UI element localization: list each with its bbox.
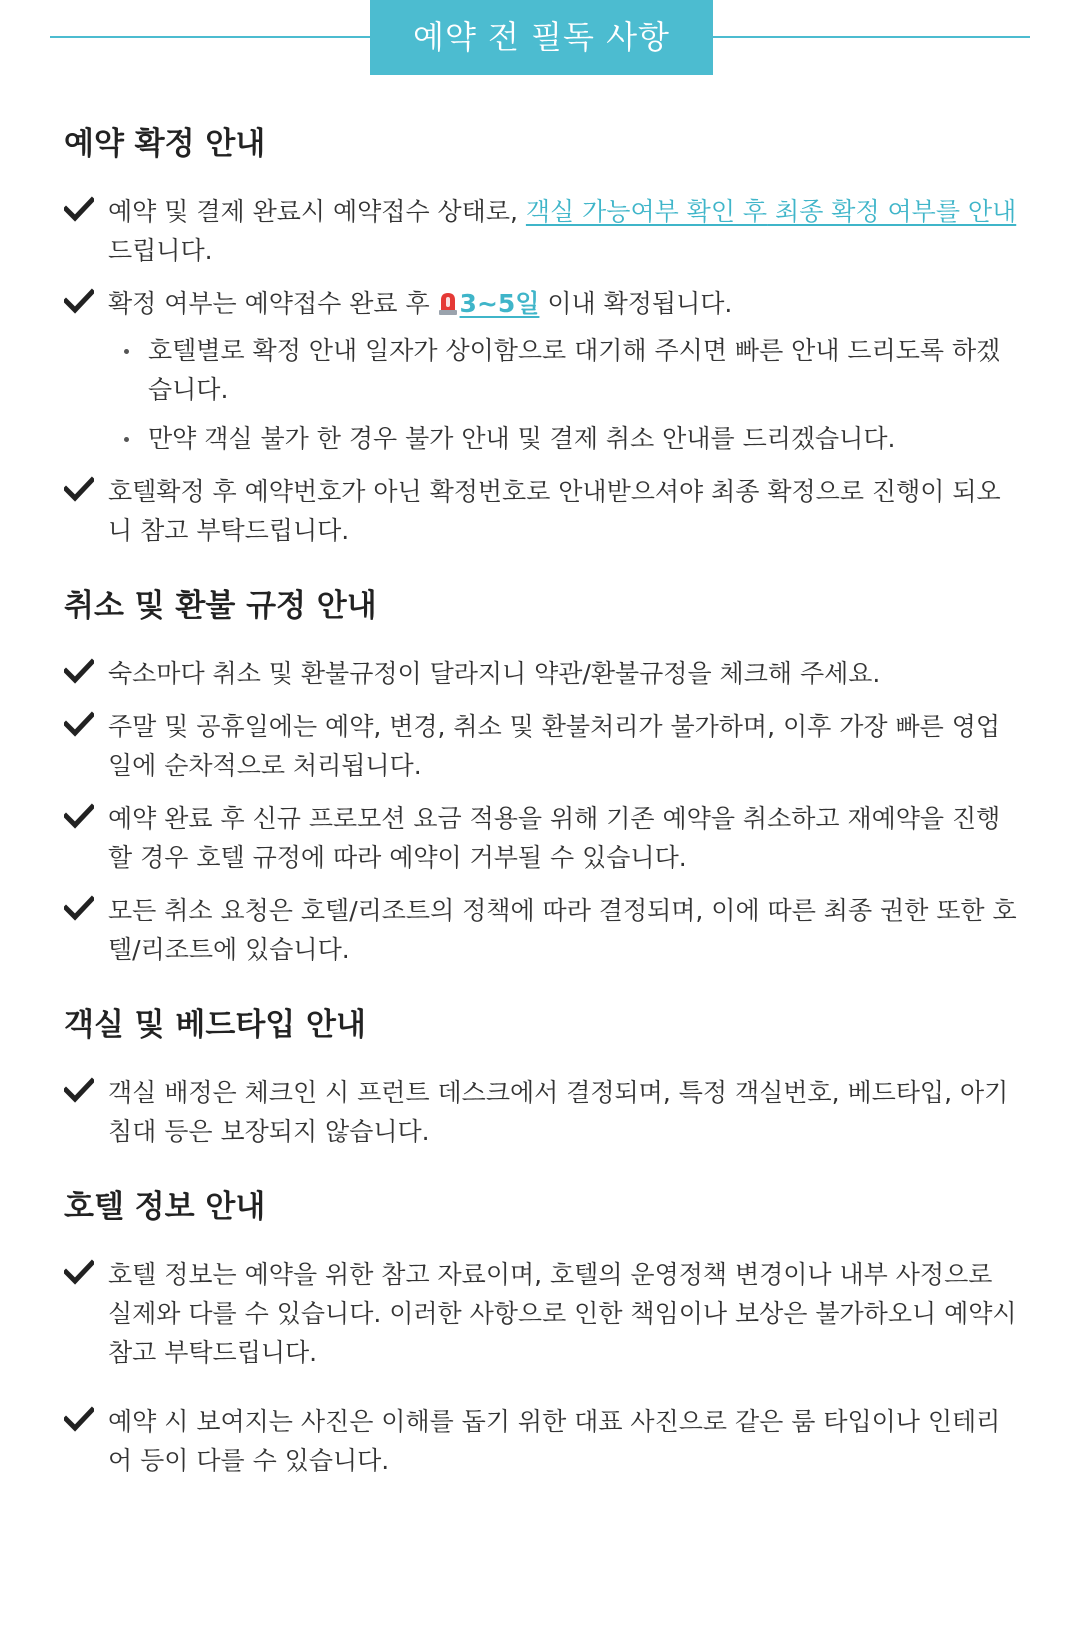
sub-list-item: 호텔별로 확정 안내 일자가 상이함으로 대기해 주시면 빠른 안내 드리도록 하겠습니다. <box>108 331 1024 409</box>
list-item <box>64 799 1024 877</box>
header <box>0 0 1080 76</box>
section-hotel-info <box>64 1187 1024 1480</box>
siren-icon <box>438 287 458 311</box>
item-text: 모든 취소 요청은 호텔/리조트의 정책에 따라 결정되며, 이에 따른 최종 권한 또한 호텔/리조트에 있습니다. <box>108 896 1017 964</box>
item-text: 예약 완료 후 신규 프로모션 요금 적용을 위해 기존 예약을 취소하고 재예약을 진행할 경우 호텔 규정에 따라 예약이 거부될 수 있습니다. <box>108 804 1001 872</box>
checkmark-icon <box>64 893 94 923</box>
list-item <box>64 472 1024 550</box>
checkmark-icon <box>64 1257 94 1287</box>
checkmark-icon <box>64 286 94 316</box>
section-title: 예약 확정 안내 <box>64 126 266 162</box>
bullet-icon <box>124 437 129 442</box>
item-text: 객실 배정은 체크인 시 프런트 데스크에서 결정되며, 특정 객실번호, 베드타입, 아기침대 등은 보장되지 않습니다. <box>108 1078 1009 1146</box>
item-text: 이내 확정됩니다. <box>539 289 733 318</box>
list-item <box>64 707 1024 785</box>
checkmark-icon <box>64 709 94 739</box>
highlight-days-text: 3~5일 <box>459 289 540 318</box>
header-title: 예약 전 필독 사항 <box>370 0 713 75</box>
section-title: 객실 및 베드타입 안내 <box>64 1007 366 1043</box>
section-booking-confirmation <box>64 124 1024 550</box>
list-item <box>64 1073 1024 1151</box>
sub-list <box>108 331 1024 458</box>
section-title: 취소 및 환불 규정 안내 <box>64 588 377 624</box>
item-text: 호텔확정 후 예약번호가 아닌 확정번호로 안내받으셔야 최종 확정으로 진행이 되오니 참고 부탁드립니다. <box>108 477 1001 545</box>
item-text: 숙소마다 취소 및 환불규정이 달라지니 약관/환불규정을 체크해 주세요. <box>108 659 881 688</box>
section-title: 호텔 정보 안내 <box>64 1189 266 1225</box>
checkmark-icon <box>64 474 94 504</box>
sub-list-item: 만약 객실 불가 한 경우 불가 안내 및 결제 취소 안내를 드리겠습니다. <box>108 419 1024 458</box>
item-text: 확정 여부는 예약접수 완료 후 <box>108 289 438 318</box>
list-item <box>64 192 1024 270</box>
notice-content <box>64 110 1024 1516</box>
section-room-bed-type <box>64 1005 1024 1151</box>
item-text: 예약 및 결제 완료시 예약접수 상태로, <box>108 197 526 226</box>
item-text: 호텔 정보는 예약을 위한 참고 자료이며, 호텔의 운영정책 변경이나 내부 사정으로 실제와 다를 수 있습니다. 이러한 사항으로 인한 책임이나 보상은 불가하오니 예약시 참고 부탁드립니다. <box>108 1260 1017 1367</box>
item-text: 드립니다. <box>108 236 213 265</box>
list-item <box>64 284 1024 458</box>
list-item <box>64 654 1024 693</box>
highlight-link-text: 객실 가능여부 확인 후 <box>525 197 768 226</box>
checkmark-icon <box>64 656 94 686</box>
highlight-text: 최종 확정 여부를 안내 <box>767 197 1017 226</box>
checkmark-icon <box>64 1075 94 1105</box>
section-cancellation-refund <box>64 586 1024 969</box>
item-text: 예약 시 보여지는 사진은 이해를 돕기 위한 대표 사진으로 같은 룸 타입이나 인테리어 등이 다를 수 있습니다. <box>108 1407 1001 1475</box>
checkmark-icon <box>64 1404 94 1434</box>
item-text: 주말 및 공휴일에는 예약, 변경, 취소 및 환불처리가 불가하며, 이후 가장 빠른 영업일에 순차적으로 처리됩니다. <box>108 712 1001 780</box>
bullet-icon <box>124 349 129 354</box>
list-item <box>64 1402 1024 1480</box>
list-item <box>64 1255 1024 1372</box>
list-item <box>64 891 1024 969</box>
checkmark-icon <box>64 801 94 831</box>
checkmark-icon <box>64 194 94 224</box>
